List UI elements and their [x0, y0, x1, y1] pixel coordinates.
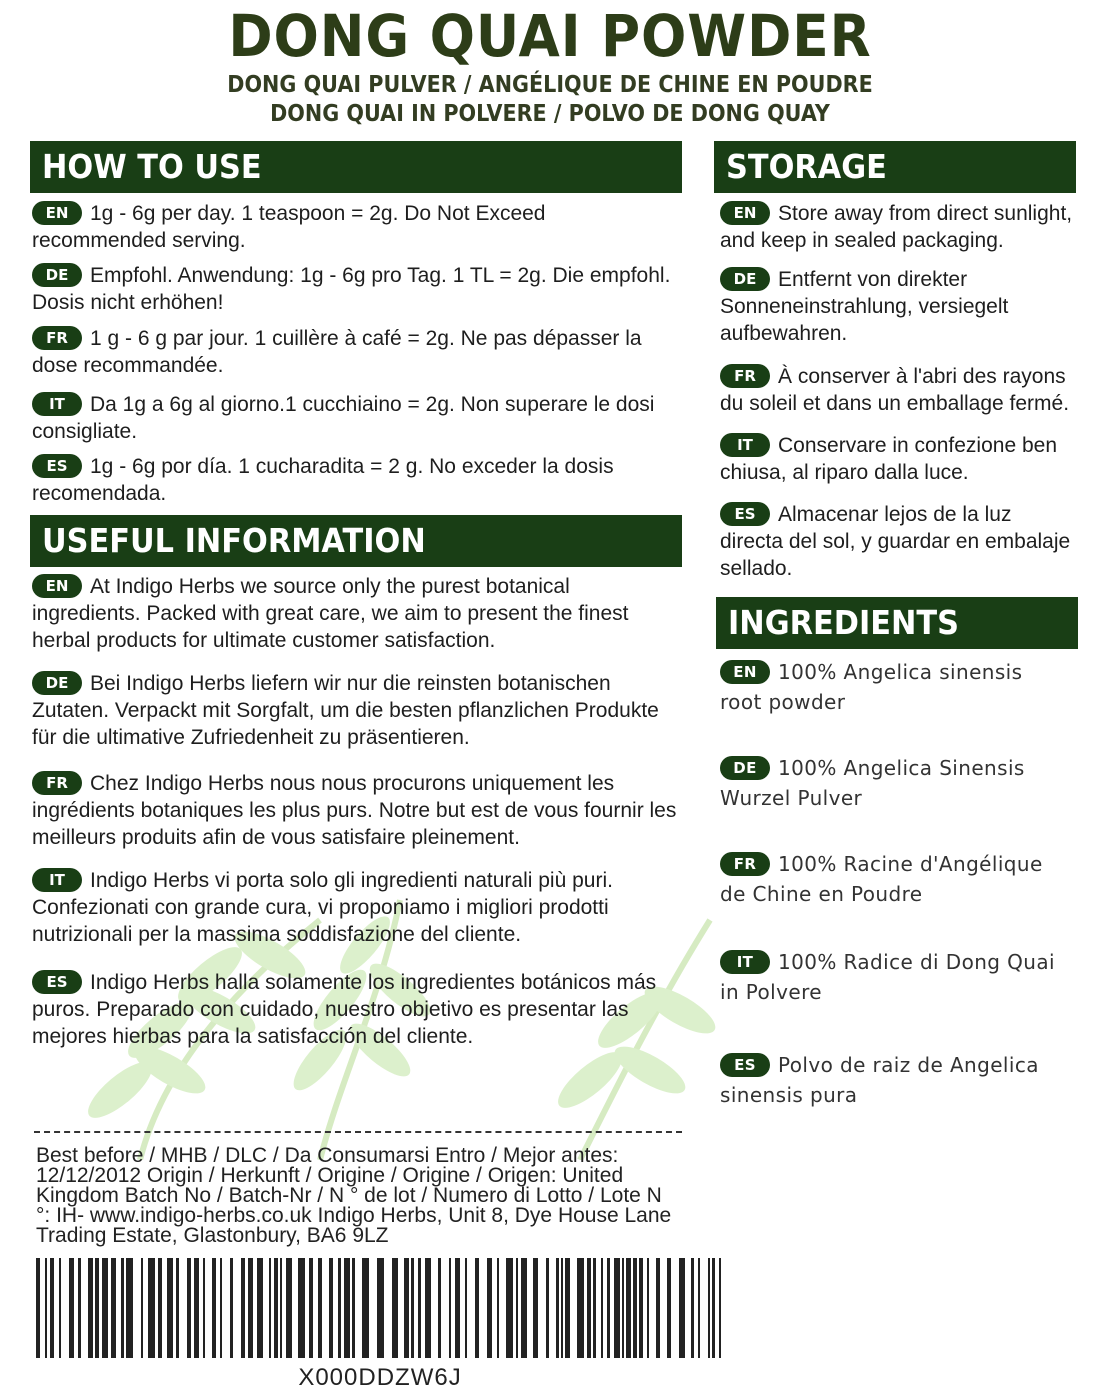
barcode-bar — [418, 1258, 421, 1358]
batch-info-text: Best before / MHB / DLC / Da Consumarsi Entro / Mejor antes: 12/12/2012 Origin / Herkunft / Origine / Origine / Origen: United Kingdom Batch No / Batch-Nr / N ° de lot / Numero di Lotto / Lote N °: IH- www.indigo-herbs.co.uk Indigo Herbs, Unit 8, Dye House Lane Trading Estate, Glastonbury, BA6 9LZ — [36, 1144, 672, 1247]
barcode-bar — [411, 1258, 414, 1358]
storage-en: EN Store away from direct sunlight, and keep in sealed packaging. — [720, 202, 1073, 252]
barcode-bar — [392, 1258, 398, 1358]
barcode-bar — [587, 1258, 591, 1358]
barcode-bar — [601, 1258, 603, 1358]
barcode-bar — [220, 1258, 222, 1358]
ingredients-heading: INGREDIENTS — [716, 597, 1078, 649]
barcode-bar — [465, 1258, 467, 1358]
barcode-bar — [577, 1258, 584, 1358]
barcode-bar — [639, 1258, 643, 1358]
barcode-bar — [497, 1258, 499, 1358]
barcode-bar — [298, 1258, 305, 1358]
barcode-bar — [506, 1258, 513, 1358]
barcode-bar — [36, 1258, 40, 1358]
barcode-bar — [667, 1258, 671, 1358]
useful-info-it: IT Indigo Herbs vi porta solo gli ingredienti naturali più puri. Confezionati con grande cura, vi proponiamo i migliori prodotti nutrizionali per la massima soddisfazione del cliente. — [32, 869, 613, 946]
barcode-number: X000DDZW6J — [298, 1364, 462, 1391]
barcode-bar — [212, 1258, 216, 1358]
lang-badge-fr: FR — [720, 852, 770, 876]
barcode-bar — [286, 1258, 292, 1358]
lang-badge-fr: FR — [32, 771, 82, 795]
barcode-bar — [425, 1258, 431, 1358]
how-to-use-en: EN 1g - 6g per day. 1 teaspoon = 2g. Do Not Exceed recommended serving. — [32, 202, 546, 252]
barcode-bar — [88, 1258, 93, 1358]
barcode-bar — [656, 1258, 660, 1358]
barcode-bar — [241, 1258, 245, 1358]
barcode-bar — [269, 1258, 271, 1358]
lang-badge-en: EN — [32, 574, 82, 598]
lang-badge-it: IT — [32, 392, 82, 416]
barcode-bar — [533, 1258, 538, 1358]
barcode-bar — [78, 1258, 81, 1358]
lang-badge-es: ES — [32, 454, 82, 478]
barcode-bar — [141, 1258, 143, 1358]
barcode-bar — [344, 1258, 350, 1358]
storage-es: ES Almacenar lejos de la luz directa del sol, y guardar en embalaje sellado. — [720, 503, 1071, 580]
barcode-bar — [309, 1258, 313, 1358]
product-title: DONG QUAI POWDER — [228, 2, 872, 70]
barcode-bar — [546, 1258, 549, 1358]
how-to-use-de: DE Empfohl. Anwendung: 1g - 6g pro Tag. 1 TL = 2g. Die empfohl. Dosis nicht erhöhen! — [32, 264, 671, 314]
lang-badge-en: EN — [720, 660, 770, 684]
barcode-bar — [176, 1258, 179, 1358]
subtitle-line-2: DONG QUAI IN POLVERE / POLVO DE DONG QUAY — [270, 101, 830, 127]
barcode-bar — [102, 1258, 108, 1358]
subtitle-line-1: DONG QUAI PULVER / ANGÉLIQUE DE CHINE EN POUDRE — [227, 72, 873, 98]
useful-info-fr: FR Chez Indigo Herbs nous nous procurons uniquement les ingrédients botaniques les plus purs. Notre but est de vous fournir les meilleurs produits afin de vous satisfaire pleinement. — [32, 772, 677, 849]
barcode-bar — [622, 1258, 624, 1358]
barcode-bar — [203, 1258, 205, 1358]
ingredient-de: DE 100% Angelica Sinensis Wurzel Pulver — [720, 756, 1025, 810]
barcode — [36, 1258, 724, 1358]
storage-de: DE Entfernt von direkter Sonneneinstrahlung, versiegelt aufbewahren. — [720, 268, 1009, 345]
barcode-bar — [633, 1258, 637, 1358]
how-to-use-it: IT Da 1g a 6g al giorno.1 cucchiaino = 2g. Non superare le dosi consigliate. — [32, 393, 655, 443]
barcode-bar — [194, 1258, 199, 1358]
lang-badge-es: ES — [720, 1053, 770, 1077]
barcode-bar — [280, 1258, 282, 1358]
lang-badge-it: IT — [32, 868, 82, 892]
lang-badge-de: DE — [32, 263, 82, 287]
barcode-bar — [111, 1258, 116, 1358]
lang-badge-it: IT — [720, 433, 770, 457]
storage-fr: FR À conserver à l'abri des rayons du soleil et dans un emballage fermé. — [720, 365, 1070, 415]
storage-heading: STORAGE — [714, 141, 1076, 193]
barcode-bar — [449, 1258, 451, 1358]
barcode-bar — [561, 1258, 563, 1358]
how-to-use-es: ES 1g - 6g por día. 1 cucharadita = 2 g. No exceder la dosis recomendada. — [32, 455, 614, 505]
barcode-bar — [475, 1258, 479, 1358]
lang-badge-de: DE — [32, 671, 82, 695]
barcode-bar — [593, 1258, 596, 1358]
ingredient-fr: FR 100% Racine d'Angélique de Chine en Poudre — [720, 852, 1043, 906]
barcode-bar — [158, 1258, 162, 1358]
barcode-bar — [167, 1258, 173, 1358]
lang-badge-fr: FR — [32, 326, 82, 350]
barcode-bar — [698, 1258, 700, 1358]
useful-information-heading: USEFUL INFORMATION — [30, 515, 682, 567]
barcode-bar — [230, 1258, 233, 1358]
barcode-bar — [121, 1258, 124, 1358]
barcode-bar — [691, 1258, 694, 1358]
barcode-bar — [329, 1258, 333, 1358]
barcode-bar — [318, 1258, 322, 1358]
barcode-bar — [50, 1258, 54, 1358]
barcode-bar — [516, 1258, 518, 1358]
lang-badge-en: EN — [720, 201, 770, 225]
barcode-bar — [712, 1258, 715, 1358]
barcode-bar — [338, 1258, 341, 1358]
lang-badge-it: IT — [720, 950, 770, 974]
useful-info-es: ES Indigo Herbs halla solamente los ingredientes botánicos más puros. Preparado con cuidado, nuestro objetivo es presentar las mejores hierbas para la satisfacción del cliente. — [32, 971, 657, 1048]
ingredient-en: EN 100% Angelica sinensis root powder — [720, 660, 1023, 714]
barcode-bar — [126, 1258, 133, 1358]
barcode-bar — [377, 1258, 384, 1358]
barcode-bar — [438, 1258, 441, 1358]
barcode-bar — [274, 1258, 278, 1358]
barcode-bar — [565, 1258, 570, 1358]
ingredient-es: ES Polvo de raiz de Angelica sinensis pura — [720, 1053, 1039, 1107]
barcode-bar — [59, 1258, 61, 1358]
useful-info-de: DE Bei Indigo Herbs liefern wir nur die reinsten botanischen Zutaten. Verpackt mit Sorgfalt, um die besten pflanzlichen Produkte für die ultimative Zufriedenheit zu präsentieren. — [32, 672, 659, 749]
barcode-bar — [487, 1258, 492, 1358]
barcode-bar — [45, 1258, 47, 1358]
useful-info-en: EN At Indigo Herbs we source only the purest botanical ingredients. Packed with great care, we aim to present the finest herbal products for ultimate customer satisfaction. — [32, 575, 629, 652]
barcode-bar — [257, 1258, 263, 1358]
barcode-bar — [719, 1258, 721, 1358]
barcode-bar — [521, 1258, 527, 1358]
lang-badge-es: ES — [720, 502, 770, 526]
dashed-divider — [34, 1131, 682, 1133]
barcode-bar — [404, 1258, 409, 1358]
barcode-bar — [69, 1258, 74, 1358]
barcode-bar — [455, 1258, 460, 1358]
how-to-use-heading: HOW TO USE — [30, 141, 682, 193]
barcode-bar — [148, 1258, 155, 1358]
storage-it: IT Conservare in confezione ben chiusa, al riparo dalla luce. — [720, 434, 1058, 484]
barcode-bar — [708, 1258, 710, 1358]
lang-badge-fr: FR — [720, 364, 770, 388]
how-to-use-fr: FR 1 g - 6 g par jour. 1 cuillère à café = 2g. Ne pas dépasser la dose recommandée. — [32, 327, 642, 377]
barcode-bar — [352, 1258, 355, 1358]
barcode-bar — [556, 1258, 559, 1358]
lang-badge-en: EN — [32, 201, 82, 225]
barcode-bar — [95, 1258, 99, 1358]
barcode-bar — [607, 1258, 610, 1358]
barcode-bar — [647, 1258, 649, 1358]
barcode-bar — [362, 1258, 369, 1358]
barcode-bar — [679, 1258, 685, 1358]
barcode-bar — [187, 1258, 191, 1358]
barcode-bar — [248, 1258, 253, 1358]
barcode-bar — [626, 1258, 631, 1358]
lang-badge-de: DE — [720, 267, 770, 291]
ingredient-it: IT 100% Radice di Dong Quai in Polvere — [720, 950, 1055, 1004]
lang-badge-de: DE — [720, 756, 770, 780]
lang-badge-es: ES — [32, 970, 82, 994]
barcode-bar — [614, 1258, 620, 1358]
